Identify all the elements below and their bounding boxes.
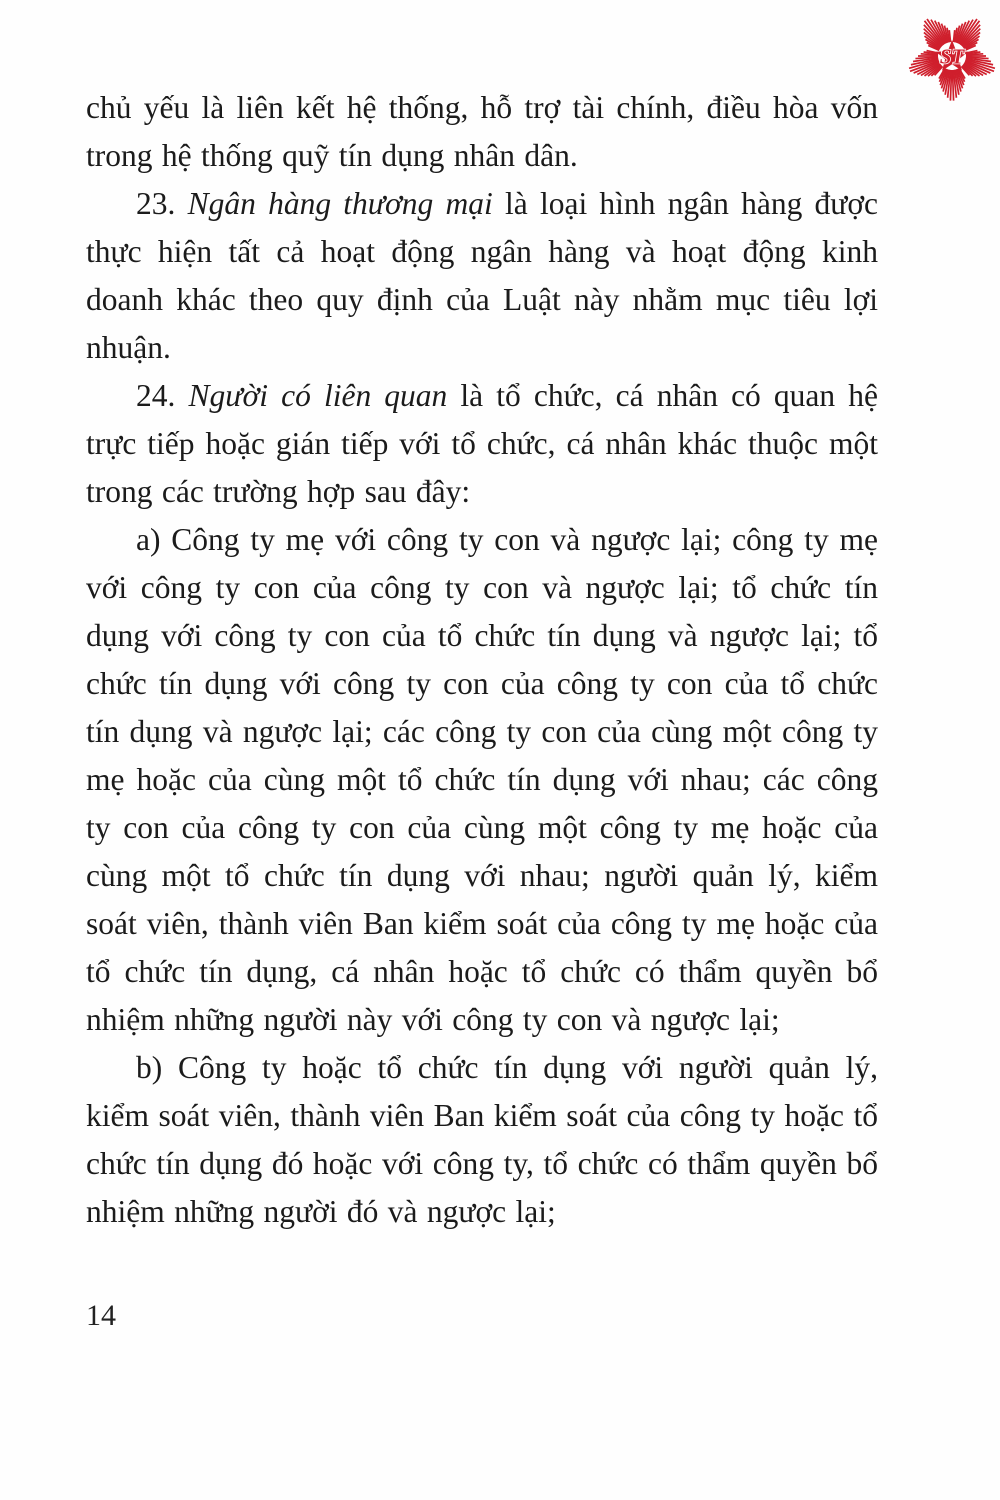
publisher-logo	[902, 6, 1000, 106]
paragraph-point-b	[86, 1044, 878, 1236]
body-text: b) Công ty hoặc tổ chức tín dụng với người quản lý, kiểm soát viên, thành viên Ban kiểm soát của công ty hoặc tổ chức tín dụng đó hoặc với công ty, tổ chức có thẩm quyền bổ nhiệm những người đó và ngược lại;	[86, 1050, 878, 1229]
body-text: a) Công ty mẹ với công ty con và ngược lại; công ty mẹ với công ty con của công ty con và ngược lại; tổ chức tín dụng với công ty con của tổ chức tín dụng và ngược lại; tổ chức tín dụng với công ty con của công ty con của tổ chức tín dụng và ngược lại; các công ty con của cùng một công ty mẹ hoặc của cùng một tổ chức tín dụng với nhau; các công ty con của công ty con của cùng một công ty mẹ hoặc của cùng một tổ chức tín dụng với nhau; người quản lý, kiểm soát viên, thành viên Ban kiểm soát của công ty mẹ hoặc của tổ chức tín dụng, cá nhân hoặc tổ chức có thẩm quyền bổ nhiệm những người này với công ty con và ngược lại;	[86, 522, 878, 1037]
paragraph-continuation	[86, 84, 878, 180]
body-text: 23.	[136, 186, 188, 221]
paragraph-clause-24	[86, 372, 878, 516]
paragraph-clause-23	[86, 180, 878, 372]
defined-term: Người có liên quan	[188, 378, 448, 413]
body-text: là loại hình ngân hàng được thực hiện tất cả hoạt động ngân hàng và hoạt động kinh doanh khác theo quy định của Luật này nhằm mục tiêu lợi nhuận.	[86, 186, 878, 365]
body-text: 24.	[136, 378, 189, 413]
paragraph-point-a	[86, 516, 878, 1044]
publisher-monogram: ST	[939, 44, 965, 69]
defined-term: Ngân hàng thương mại	[187, 186, 493, 221]
text-block	[86, 84, 878, 1236]
body-text: là tổ chức, cá nhân có quan hệ trực tiếp hoặc gián tiếp với tổ chức, cá nhân khác thuộc một trong các trường hợp sau đây:	[86, 378, 878, 509]
body-text: chủ yếu là liên kết hệ thống, hỗ trợ tài chính, điều hòa vốn trong hệ thống quỹ tín dụng nhân dân.	[86, 90, 878, 173]
page-number: 14	[86, 1299, 116, 1332]
